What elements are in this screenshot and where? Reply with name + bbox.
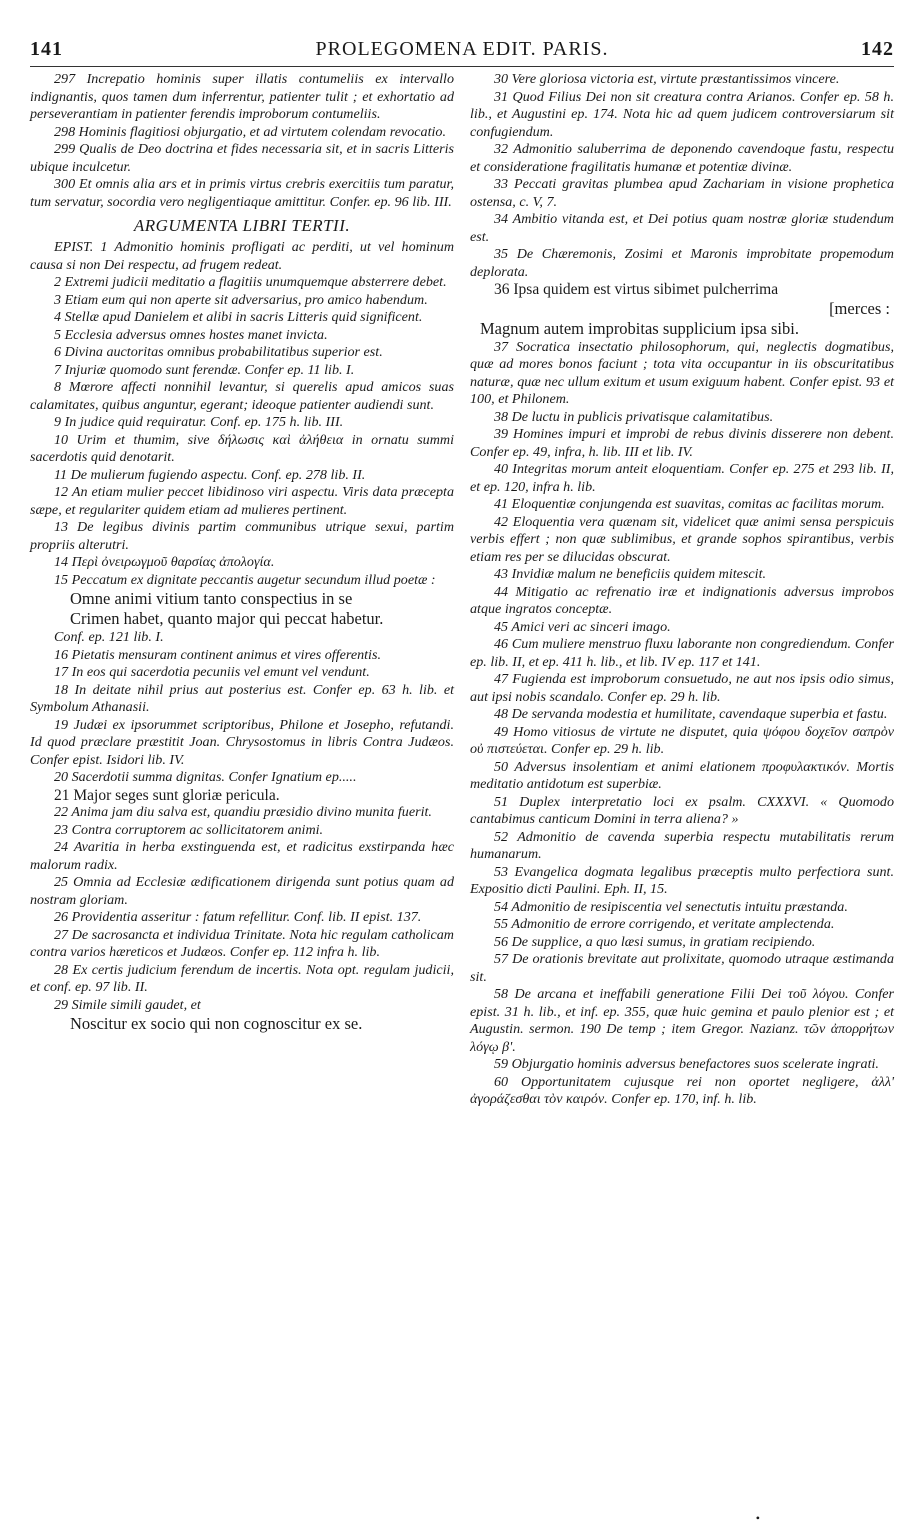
entry-13: 13 De legibus divinis partim communibus utrique sexui, partim propriis alterutri. xyxy=(30,519,454,553)
entry-31: 31 Quod Filius Dei non sit creatura contra Arianos. Confer ep. 58 h. lib., et Augustini ep. 174. Nota hic ad quem judicem controversiarum sit confugiendum. xyxy=(470,88,894,140)
entry-19: 19 Judæi ex ipsorummet scriptoribus, Philone et Josepho, refutandi. Id quod præclare præstitit Joan. Chrysostomus in libris Contra Judæos. Confer epist. Isidori lib. IV. xyxy=(30,716,454,768)
entry-8: 8 Mœrore affecti nonnihil levantur, si querelis apud amicos suas calamitates, quibus anguntur, egerant; ideoque patienter audiendi sunt. xyxy=(30,379,454,413)
entry-50: 50 Adversus insolentiam et animi elationem προφυλακτικόν. Mortis meditatio antidotum est superbiæ. xyxy=(470,758,894,792)
entry-18: 18 In deitate nihil prius aut posterius est. Confer ep. 63 h. lib. et Symbolum Athanasii. xyxy=(30,681,454,715)
entry-29: 29 Simile simili gaudet, et xyxy=(54,996,201,1013)
entry-26: 26 Providentia asseritur : fatum refellitur. Conf. lib. II epist. 137. xyxy=(54,909,422,925)
entry-24: 24 Avaritia in herba exstinguenda est, et radicitus exstirpanda hæc malorum radix. xyxy=(30,839,454,873)
entry-43: 43 Invidiæ malum ne beneficiis quidem mitescit. xyxy=(494,566,767,582)
entry-36-line-1: 36 Ipsa quidem est virtus sibimet pulcherrima xyxy=(494,281,779,298)
entry-1: EPIST. 1 Admonitio hominis profligati ac perditi, ut vel hominum causa si non Dei respectu, ad frugem redeat. xyxy=(30,239,454,273)
entry-38: 38 De luctu in publicis privatisque calamitatibus. xyxy=(494,408,774,425)
entry-35: 35 De Chæremonis, Zosimi et Maronis improbitate propemodum deplorata. xyxy=(470,246,894,280)
section-title: ARGUMENTA LIBRI TERTII. xyxy=(133,216,351,235)
page-number-left: 141 xyxy=(30,38,63,60)
entry-54: 54 Admonitio de resipiscentia vel senectutis intuitu præstanda. xyxy=(494,898,848,915)
entry-23: 23 Contra corruptorem ac sollicitatorem animi. xyxy=(54,821,324,838)
running-head xyxy=(30,38,894,67)
entry-25: 25 Omnia ad Ecclesiæ ædificationem dirigenda sunt potius quam ad nostram gloriam. xyxy=(30,874,454,908)
entry-21: 21 Major seges sunt gloriæ pericula. xyxy=(54,786,280,804)
verse-15-line-2: Crimen habet, quanto major qui peccat habetur. xyxy=(70,609,384,628)
entry-9: 9 In judice quid requiratur. Conf. ep. 175 h. lib. III. xyxy=(54,414,344,430)
entry-41: 41 Eloquentiæ conjungenda est suavitas, comitas ac facilitas morum. xyxy=(494,496,885,512)
entry-40: 40 Integritas morum anteit eloquentiam. Confer ep. 275 et 293 lib. II, et ep. 120, infra h. lib. xyxy=(470,461,894,495)
entry-47: 47 Fugienda est improborum consuetudo, ne aut nos ipsis odio simus, aut ipsi nobis scandalo. Confer ep. 29 h. lib. xyxy=(470,671,894,705)
entry-33: 33 Peccati gravitas plumbea apud Zachariam in visione prophetica ostensa, c. V, 7. xyxy=(470,176,894,210)
entry-297: 297 Increpatio hominis super illatis contumeliis ex intervallo indignantis, quos tamen dum inferrentur, patienter tulit ; et exhortatio ad perseverantiam in patienter ferendis improborum contumeliis. xyxy=(30,71,454,122)
entry-15-reference: Conf. ep. 121 lib. I. xyxy=(54,629,164,645)
entry-39: 39 Homines impuri et improbi de rebus divinis disserere non debent. Confer ep. 49, infra, h. lib. III et lib. IV. xyxy=(470,426,894,460)
entry-45: 45 Amici veri ac sinceri imago. xyxy=(494,618,671,635)
entry-30: 30 Vere gloriosa victoria est, virtute præstantissimos vincere. xyxy=(494,71,840,87)
entry-36-line-3: Magnum autem improbitas supplicium ipsa sibi. xyxy=(480,318,799,338)
entry-59: 59 Objurgatio hominis adversus benefactores suos scelerate ingrati. xyxy=(494,1056,879,1072)
entry-22: 22 Anima jam diu salva est, quandiu præsidio divino munita fuerit. xyxy=(54,804,432,820)
entry-20: 20 Sacerdotii summa dignitas. Confer Ignatium ep..... xyxy=(54,769,357,785)
entry-6: 6 Divina auctoritas omnibus probabilitatibus superior est. xyxy=(54,344,383,360)
entry-4: 4 Stellæ apud Danielem et alibi in sacris Litteris quid significent. xyxy=(54,309,423,325)
entry-36-line-2: [merces : xyxy=(829,298,890,318)
entry-298: 298 Hominis flagitiosi objurgatio, et ad virtutem colendam revocatio. xyxy=(54,123,446,140)
entry-44: 44 Mitigatio ac refrenatio iræ et indignationis adversus improbos atque ingratos conceptæ. xyxy=(470,583,894,617)
entry-56: 56 De supplice, a quo læsi sumus, in gratiam recipiendo. xyxy=(494,933,816,950)
entry-28: 28 Ex certis judicium ferendum de incertis. Nota opt. regulam judicii, et conf. ep. 97 lib. II. xyxy=(30,961,454,995)
ink-speck: • xyxy=(755,1511,760,1525)
running-title: PROLEGOMENA EDIT. PARIS. xyxy=(315,38,609,60)
entry-60: 60 Opportunitatem cujusque rei non oportet negligere, ἀλλ' ἀγοράζεσθαι τὸν καιρόν. Confer ep. 170, inf. h. lib. xyxy=(470,1073,894,1107)
entry-2: 2 Extremi judicii meditatio a flagitiis unumquemque absterrere debet. xyxy=(54,274,447,290)
entry-27: 27 De sacrosancta et individua Trinitate. Nota hic regulam catholicam contra varios hæreticos et Judæos. Confer ep. 112 infra h. lib. xyxy=(30,926,454,960)
entry-3: 3 Etiam eum qui non aperte sit adversarius, pro amico habendum. xyxy=(54,291,428,308)
entry-300: 300 Et omnis alia ars et in primis virtus crebris exercitiis tum paratur, tum servatur, socordia vero negligentiaque amittitur. Confer. ep. 96 lib. III. xyxy=(30,176,454,210)
entry-58: 58 De arcana et ineffabili generatione Filii Dei τοῦ λόγου. Confer epist. 31 h. lib., et inf. ep. 355, quæ huic gemina et paulo plenior est ; et Augustin. sermon. 190 De temp ; item Gregor. Nazianz. τῶν ἀπορρήτων λόγῳ β'. xyxy=(470,986,894,1055)
entry-57: 57 De orationis brevitate aut prolixitate, quomodo utraque æstimanda sit. xyxy=(470,951,894,985)
entry-12: 12 An etiam mulier peccet libidinoso viri aspectu. Viris data præcepta sæpe, et regulariter quidem etiam ad mulieres pertinent. xyxy=(30,484,454,518)
page-number-right: 142 xyxy=(861,38,894,60)
entry-7: 7 Injuriæ quomodo sunt ferendæ. Confer ep. 11 lib. I. xyxy=(54,361,355,378)
entry-49: 49 Homo vitiosus de virtute ne disputet, quia ψόφου δοχεῖον σαπρὸν οὐ πιστεύεται. Confer ep. 29 h. lib. xyxy=(470,723,894,757)
entry-5: 5 Ecclesia adversus omnes hostes manet invicta. xyxy=(54,326,328,343)
entry-52: 52 Admonitio de cavenda superbia respectu mutabilitatis rerum humanarum. xyxy=(470,828,894,862)
left-column xyxy=(30,71,454,1109)
entry-14: 14 Περὶ ὀνειρωγμοῦ θαρσίας ἀπολογία. xyxy=(54,554,275,570)
entry-15: 15 Peccatum ex dignitate peccantis augetur secundum illud poetæ : xyxy=(54,571,436,588)
entry-11: 11 De mulierum fugiendo aspectu. Conf. ep. 278 lib. II. xyxy=(54,466,366,483)
verse-29: Noscitur ex socio qui non cognoscitur ex se. xyxy=(70,1014,363,1033)
verse-15-line-1: Omne animi vitium tanto conspectius in se xyxy=(70,589,353,608)
entry-51: 51 Duplex interpretatio loci ex psalm. CXXXVI. « Quomodo cantabimus canticum Domini in terra aliena? » xyxy=(470,793,894,827)
entry-48: 48 De servanda modestia et humilitate, cavendaque superbia et fastu. xyxy=(494,706,888,722)
entry-42: 42 Eloquentia vera quænam sit, videlicet quæ animi sensa perspicuis verbis effert ; non quæ sublimibus, et grande sophos spirantibus, verbis etiam res per se dilucidas obscurat. xyxy=(470,513,894,565)
two-column-body xyxy=(30,71,894,1109)
entry-37: 37 Socratica insectatio philosophorum, qui, neglectis dogmatibus, quæ ad mores bonos faciunt ; tota vita occupantur in iis obscuritatibus naturæ, quæ nec ullum exitum et usum exiguum habent. Confer epist. 93 et 100, et Philonem. xyxy=(470,338,894,407)
entry-55: 55 Admonitio de errore corrigendo, et veritate amplectenda. xyxy=(494,916,835,932)
right-column xyxy=(470,71,894,1109)
entry-16: 16 Pietatis mensuram continent animus et vires offerentis. xyxy=(54,646,381,663)
entry-10: 10 Urim et thumim, sive δήλωσις καὶ ἀλήθεια in ornatu summi sacerdotis quid denotarit. xyxy=(30,431,454,465)
entry-17: 17 In eos qui sacerdotia pecuniis vel emunt vel vendunt. xyxy=(54,664,370,680)
entry-46: 46 Cum muliere menstruo fluxu laborante non congrediendum. Confer ep. lib. II, et ep. 411 h. lib., et lib. IV ep. 117 et 141. xyxy=(470,636,894,670)
entry-32: 32 Admonitio saluberrima de deponendo cavendoque fastu, respectu et consideratione fragilitatis humanæ et potentiæ divinæ. xyxy=(470,141,894,175)
entry-34: 34 Ambitio vitanda est, et Dei potius quam nostræ gloriæ studendum est. xyxy=(470,211,894,245)
entry-53: 53 Evangelica dogmata legalibus præceptis multo perfectiora sunt. Expositio dicti Paulini. Eph. II, 15. xyxy=(470,863,894,897)
entry-299: 299 Qualis de Deo doctrina et fides necessaria sit, et in sacris Litteris ubique inculcetur. xyxy=(30,141,454,175)
